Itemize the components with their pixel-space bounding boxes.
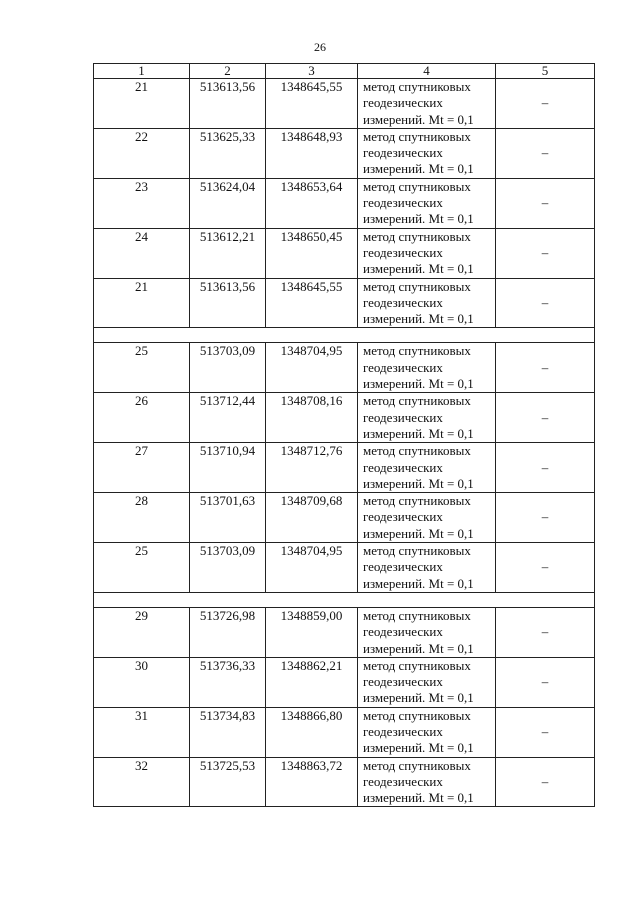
point-number-cell: 25 bbox=[94, 543, 190, 593]
accuracy-note-cell: – bbox=[496, 228, 595, 278]
accuracy-note-cell: – bbox=[496, 343, 595, 393]
method-line: геодезических bbox=[363, 624, 443, 640]
separator-cell bbox=[94, 328, 595, 343]
point-number-cell: 24 bbox=[94, 228, 190, 278]
method-line: геодезических bbox=[363, 409, 443, 425]
y-coordinate-cell: 1348648,93 bbox=[266, 128, 358, 178]
method-line: метод спутниковых bbox=[363, 393, 471, 409]
x-coordinate-cell: 513703,09 bbox=[190, 543, 266, 593]
column-header-4: 4 bbox=[358, 64, 496, 79]
method-line: геодезических bbox=[363, 459, 443, 475]
method-line: геодезических bbox=[363, 95, 443, 111]
method-cell bbox=[358, 393, 496, 443]
table-row bbox=[94, 393, 595, 443]
method-line: метод спутниковых bbox=[363, 228, 471, 244]
table-row bbox=[94, 757, 595, 807]
x-coordinate-cell: 513624,04 bbox=[190, 178, 266, 228]
x-coordinate-cell: 513612,21 bbox=[190, 228, 266, 278]
y-coordinate-cell: 1348859,00 bbox=[266, 607, 358, 657]
point-number-cell: 31 bbox=[94, 707, 190, 757]
accuracy-note-cell: – bbox=[496, 607, 595, 657]
accuracy-note-cell: – bbox=[496, 543, 595, 593]
point-number-cell: 27 bbox=[94, 443, 190, 493]
method-line: измерений. Mt = 0,1 bbox=[363, 111, 474, 127]
x-coordinate-cell: 513701,63 bbox=[190, 493, 266, 543]
accuracy-note-cell: – bbox=[496, 128, 595, 178]
method-line: измерений. Mt = 0,1 bbox=[363, 211, 474, 227]
method-line: геодезических bbox=[363, 773, 443, 789]
y-coordinate-cell: 1348653,64 bbox=[266, 178, 358, 228]
accuracy-note-cell: – bbox=[496, 278, 595, 328]
y-coordinate-cell: 1348704,95 bbox=[266, 343, 358, 393]
method-line: метод спутниковых bbox=[363, 493, 471, 509]
column-header-2: 2 bbox=[190, 64, 266, 79]
method-cell bbox=[358, 657, 496, 707]
method-line: измерений. Mt = 0,1 bbox=[363, 525, 474, 541]
y-coordinate-cell: 1348862,21 bbox=[266, 657, 358, 707]
method-cell bbox=[358, 278, 496, 328]
point-number-cell: 30 bbox=[94, 657, 190, 707]
x-coordinate-cell: 513613,56 bbox=[190, 278, 266, 328]
method-cell bbox=[358, 757, 496, 807]
x-coordinate-cell: 513736,33 bbox=[190, 657, 266, 707]
method-cell bbox=[358, 443, 496, 493]
y-coordinate-cell: 1348712,76 bbox=[266, 443, 358, 493]
table-row bbox=[94, 278, 595, 328]
method-line: метод спутниковых bbox=[363, 278, 471, 294]
method-line: измерений. Mt = 0,1 bbox=[363, 261, 474, 277]
table-row bbox=[94, 657, 595, 707]
accuracy-note-cell: – bbox=[496, 757, 595, 807]
point-number-cell: 21 bbox=[94, 278, 190, 328]
point-number-cell: 26 bbox=[94, 393, 190, 443]
point-number-cell: 22 bbox=[94, 128, 190, 178]
method-line: измерений. Mt = 0,1 bbox=[363, 690, 474, 706]
method-cell bbox=[358, 128, 496, 178]
method-cell bbox=[358, 493, 496, 543]
table-header-row bbox=[94, 64, 595, 79]
method-cell bbox=[358, 343, 496, 393]
method-line: метод спутниковых bbox=[363, 128, 471, 144]
method-line: измерений. Mt = 0,1 bbox=[363, 161, 474, 177]
method-line: измерений. Mt = 0,1 bbox=[363, 475, 474, 491]
method-cell bbox=[358, 543, 496, 593]
method-line: метод спутниковых bbox=[363, 657, 471, 673]
method-line: метод спутниковых bbox=[363, 343, 471, 359]
point-number-cell: 32 bbox=[94, 757, 190, 807]
method-line: метод спутниковых bbox=[363, 607, 471, 623]
method-line: геодезических bbox=[363, 723, 443, 739]
table-row bbox=[94, 228, 595, 278]
method-line: измерений. Mt = 0,1 bbox=[363, 790, 474, 806]
method-line: измерений. Mt = 0,1 bbox=[363, 376, 474, 392]
accuracy-note-cell: – bbox=[496, 657, 595, 707]
group-separator-row bbox=[94, 592, 595, 607]
method-cell bbox=[358, 228, 496, 278]
method-cell bbox=[358, 707, 496, 757]
method-line: геодезических bbox=[363, 195, 443, 211]
method-line: метод спутниковых bbox=[363, 543, 471, 559]
x-coordinate-cell: 513734,83 bbox=[190, 707, 266, 757]
table-row bbox=[94, 343, 595, 393]
method-line: метод спутниковых bbox=[363, 443, 471, 459]
point-number-cell: 21 bbox=[94, 79, 190, 129]
point-number-cell: 29 bbox=[94, 607, 190, 657]
method-line: геодезических bbox=[363, 509, 443, 525]
method-line: измерений. Mt = 0,1 bbox=[363, 640, 474, 656]
method-line: метод спутниковых bbox=[363, 707, 471, 723]
y-coordinate-cell: 1348645,55 bbox=[266, 79, 358, 129]
method-line: геодезических bbox=[363, 359, 443, 375]
method-line: метод спутниковых bbox=[363, 178, 471, 194]
x-coordinate-cell: 513726,98 bbox=[190, 607, 266, 657]
accuracy-note-cell: – bbox=[496, 79, 595, 129]
coordinates-table bbox=[93, 63, 595, 807]
y-coordinate-cell: 1348708,16 bbox=[266, 393, 358, 443]
method-line: геодезических bbox=[363, 244, 443, 260]
table-row bbox=[94, 128, 595, 178]
table-row bbox=[94, 607, 595, 657]
y-coordinate-cell: 1348645,55 bbox=[266, 278, 358, 328]
accuracy-note-cell: – bbox=[496, 393, 595, 443]
method-cell bbox=[358, 178, 496, 228]
method-cell bbox=[358, 79, 496, 129]
method-line: геодезических bbox=[363, 145, 443, 161]
page-number: 26 bbox=[314, 40, 326, 54]
table-row bbox=[94, 543, 595, 593]
y-coordinate-cell: 1348650,45 bbox=[266, 228, 358, 278]
accuracy-note-cell: – bbox=[496, 707, 595, 757]
method-line: геодезических bbox=[363, 674, 443, 690]
group-separator-row bbox=[94, 328, 595, 343]
column-header-3: 3 bbox=[266, 64, 358, 79]
y-coordinate-cell: 1348863,72 bbox=[266, 757, 358, 807]
point-number-cell: 28 bbox=[94, 493, 190, 543]
x-coordinate-cell: 513703,09 bbox=[190, 343, 266, 393]
table-row bbox=[94, 493, 595, 543]
method-line: измерений. Mt = 0,1 bbox=[363, 311, 474, 327]
column-header-5: 5 bbox=[496, 64, 595, 79]
method-line: измерений. Mt = 0,1 bbox=[363, 740, 474, 756]
y-coordinate-cell: 1348866,80 bbox=[266, 707, 358, 757]
accuracy-note-cell: – bbox=[496, 443, 595, 493]
column-header-1: 1 bbox=[94, 64, 190, 79]
x-coordinate-cell: 513725,53 bbox=[190, 757, 266, 807]
method-line: измерений. Mt = 0,1 bbox=[363, 425, 474, 441]
point-number-cell: 25 bbox=[94, 343, 190, 393]
y-coordinate-cell: 1348704,95 bbox=[266, 543, 358, 593]
separator-cell bbox=[94, 592, 595, 607]
x-coordinate-cell: 513712,44 bbox=[190, 393, 266, 443]
method-line: геодезических bbox=[363, 294, 443, 310]
x-coordinate-cell: 513613,56 bbox=[190, 79, 266, 129]
accuracy-note-cell: – bbox=[496, 178, 595, 228]
table-row bbox=[94, 443, 595, 493]
table-row bbox=[94, 178, 595, 228]
accuracy-note-cell: – bbox=[496, 493, 595, 543]
method-line: геодезических bbox=[363, 559, 443, 575]
y-coordinate-cell: 1348709,68 bbox=[266, 493, 358, 543]
method-cell bbox=[358, 607, 496, 657]
x-coordinate-cell: 513625,33 bbox=[190, 128, 266, 178]
method-line: метод спутниковых bbox=[363, 757, 471, 773]
method-line: измерений. Mt = 0,1 bbox=[363, 575, 474, 591]
method-line: метод спутниковых bbox=[363, 79, 471, 94]
table-row bbox=[94, 79, 595, 129]
table-row bbox=[94, 707, 595, 757]
point-number-cell: 23 bbox=[94, 178, 190, 228]
x-coordinate-cell: 513710,94 bbox=[190, 443, 266, 493]
